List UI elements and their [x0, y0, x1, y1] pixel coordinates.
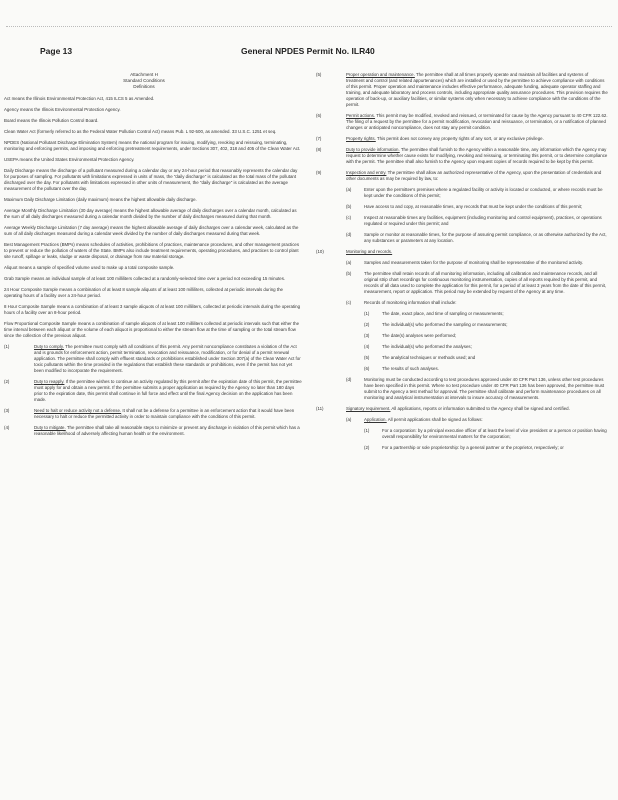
definition-item: Act means the Illinois Environmental Protection Act, 415 ILCS 5 as Amended.: [4, 96, 155, 101]
definition-item: Flow Proportional Composite Sample means a combination of sample aliquots of at least 100 milliliters collected at periodic intervals such that either the time interval between each aliquot or the volume of each aliquot is proportional to either the stream flow at the time of sampling or the total stream flow since the collection of the previous aliquot.: [4, 321, 300, 338]
signatory-subsublist: [316, 428, 608, 451]
inspection-number: (d): [346, 232, 352, 237]
definition-item: Clean Water Act (formerly referred to as the Federal Water Pollution Control Act) means Pub. L 92-500, as amended. 33 U.S.C. 1251 et seq.: [4, 129, 277, 134]
left-title: Need to halt or reduce activity not a defense.: [34, 408, 122, 413]
definitions-list: [4, 96, 302, 339]
monitoring-d-text: Monitoring must be conducted according to test procedures approved under 40 CFR Part 136, unless other test procedures have been specified in this permit. Where no test procedure under 40 CFR Part 136 has been approved, the permittee must submit to the Agency a test method for approval. The permittee shall calibrate and perform maintenance procedures on all monitoring and analytical instrumentation at intervals to insure accuracy of measurements.: [364, 377, 605, 400]
definition-item: Best Management Practices (BMPs) means schedules of activities, prohibitions of practices, maintenance procedures, and other management practices to prevent or reduce the pollution of waters of the State. BMPs also include treatment requirements, operating procedures, and practices to control plant site runoff, spillage or leaks, sludge or waste disposal, or drainage from raw material storage.: [4, 242, 300, 259]
left-condition: [4, 344, 302, 374]
inspection-text: Inspect at reasonable times any facilities, equipment (including monitoring and control equipment), practices, or operations regulated or required under this permit; and: [364, 215, 602, 226]
page-number: Page 13: [40, 46, 73, 56]
definition-item: USEPA means the United States Environmental Protection Agency.: [4, 157, 135, 162]
record-item: [364, 311, 608, 317]
signatory-subsub-text: For a corporation: by a principal executive officer of at least the level of vice president or a person or position having overall responsibility for environmental matters for the corporation;: [382, 428, 607, 439]
left-condition: [4, 408, 302, 420]
scan-edge-line: [6, 26, 612, 27]
record-number: (2): [364, 322, 370, 327]
monitoring-number: (c): [346, 300, 352, 305]
page-title: General NPDES Permit No. ILR40: [241, 46, 375, 56]
monitoring-d-number: (d): [346, 377, 352, 382]
signatory-text: All applications, reports or information submitted to the Agency shall be signed and certified.: [391, 406, 570, 411]
inspection-number: (b): [346, 204, 352, 209]
signatory-subsub-number: (2): [364, 445, 370, 450]
definition-item: 24 Hour Composite Sample means a combination of at least 8 sample aliquots of at least 100 milliliters, collected at periodic intervals during the operating hours of a facility over a 24-hour period.: [4, 287, 283, 298]
inspection-sublist: [316, 187, 608, 244]
right-title: Proper operation and maintenance.: [346, 72, 415, 77]
right-condition: [316, 113, 608, 131]
monitoring-number: (a): [346, 260, 352, 265]
signatory-sub-number: (a): [346, 417, 352, 422]
left-condition: [4, 379, 302, 403]
signatory-number: (11): [316, 406, 324, 411]
monitoring-text: Samples and measurements taken for the purpose of monitoring shall be representative of the monitored activity.: [364, 260, 584, 265]
right-number: (8): [316, 147, 322, 152]
monitoring-item: [346, 260, 608, 266]
record-number: (1): [364, 311, 370, 316]
record-text: The results of such analyses.: [382, 366, 439, 371]
right-number: (9): [316, 170, 322, 175]
right-text: The permittee shall allow an authorized representative of the Agency, upon the presentation of credentials and other documents as may be required by law, to:: [346, 170, 602, 181]
right-text: The permittee shall at all times properly operate and maintain all facilities and systems of treatment and control (and related appurtenances) which are installed or used by the permittee to achieve compliance with conditions of this permit. Proper operation and maintenance includes effective performance, adequate funding, adequate operator staffing and training, and adequate laboratory and process controls, including appropriate quality assurance procedures. This provision requires the operation of back-up, or auxiliary facilities, or similar systems only when necessary to achieve compliance with the conditions of the permit.: [346, 72, 608, 107]
left-text: The permittee must comply with all conditions of this permit. Any permit noncompliance constitutes a violation of the Act and is grounds for enforcement action, permit termination, revocation and reissuance, modification, or for denial of a permit renewal application. The permittee shall comply with effluent standards or prohibitions established under Section 307(a) of the Clean Water Act for toxic pollutants within the time provided in the regulations that establish these standards or prohibitions, even if the permit has not yet been modified to incorporate the requirement.: [34, 344, 301, 373]
definition-item: Average Weekly Discharge Limitation (7 day average) means the highest allowable average of daily discharges over a calendar week, calculated as the sum of all daily discharges measured during a calendar week divided by the number of daily discharges measured during that week.: [4, 225, 299, 236]
right-condition: [316, 170, 608, 182]
monitoring-text: The permittee shall retain records of all monitoring information, including all calibration and maintenance records, and all original strip chart recordings for continuous monitoring instrumentation, copies of all reports required by this permit, and records of all data used to complete the application for this permit, for a period of at least 3 years from the date of this permit, measurement, report or application. This period may be extended by request of the Agency at any time.: [364, 271, 607, 294]
inspection-text: Have access to and copy, at reasonable times, any records that must be kept under the conditions of this permit;: [364, 204, 583, 209]
signatory-title: Signatory requirement.: [346, 406, 391, 411]
right-text: This permit may be modified, revoked and reissued, or terminated for cause by the Agency pursuant to 40 CFR 122.62. The filing of a request by the permittee for a permit modification, revocation and reissuance, or termination, or a notification of planned changes or anticipated noncompliance, does not stay any permit condition.: [346, 113, 608, 130]
inspection-item: [346, 232, 608, 244]
signatory-sub-item: [346, 417, 608, 423]
attachment-definitions: Definitions: [133, 84, 155, 89]
record-text: The date(s) analyses were performed;: [382, 333, 457, 338]
inspection-item: [346, 204, 608, 210]
definition-item: Agency means the Illinois Environmental Protection Agency.: [4, 107, 121, 112]
right-column: [316, 72, 608, 456]
definition-item: Daily Discharge means the discharge of a pollutant measured during a calendar day or any 24-hour period that reasonably represents the calendar day for purposes of sampling. For pollutants with limitations expressed in units of mass, the "daily discharge" is calculated as the total mass of the pollutant discharged over the day. For pollutants with limitations expressed in other units of measurement, the "daily discharge" is calculated as the average measurement of the pollutant over the day.: [4, 168, 298, 191]
record-number: (5): [364, 355, 370, 360]
left-number: (2): [4, 379, 10, 384]
definition-item: Board means the Illinois Pollution Control Board.: [4, 118, 99, 123]
inspection-item: [346, 187, 608, 199]
monitoring-d: [316, 377, 608, 401]
records-sublist: [316, 311, 608, 372]
record-number: (4): [364, 344, 370, 349]
left-text: If the permittee wishes to continue an activity regulated by this permit after the expiration date of this permit, the permittee must apply for and obtain a new permit. If the permittee submits a proper application as required by the Agency no later than 180 days prior to the expiration date, this permit shall continue in full force and effect until the final Agency decision on the application has been made.: [34, 379, 302, 402]
monitoring-item: [346, 300, 608, 306]
right-conditions-list: [316, 72, 608, 182]
right-title: Permit actions.: [346, 113, 376, 118]
attachment-subtitle: Standard Conditions: [123, 78, 165, 83]
left-title: Duty to comply.: [34, 344, 64, 349]
signatory-subsub-text: For a partnership or sole proprietorship: by a general partner or the proprietor, respectively; or: [382, 445, 564, 450]
left-number: (1): [4, 344, 10, 349]
record-item: [364, 333, 608, 339]
left-condition: [4, 425, 302, 437]
inspection-number: (a): [346, 187, 352, 192]
monitoring-text: Records of monitoring information shall include:: [364, 300, 457, 305]
signatory-subsub-number: (1): [364, 428, 370, 433]
right-number: (6): [316, 113, 322, 118]
page-header: [26, 46, 592, 58]
attachment-heading: [64, 72, 224, 90]
right-title: Duty to provide information.: [346, 147, 400, 152]
left-text: It shall not be a defense for a permittee in an enforcement action that it would have been necessary to halt or reduce the permitted activity in order to maintain compliance with the conditions of this permit.: [34, 408, 295, 419]
right-condition: [316, 72, 608, 108]
signatory-sublist: [316, 417, 608, 423]
record-text: The individual(s) who performed the analyses;: [382, 344, 472, 349]
record-text: The individual(s) who performed the sampling or measurements;: [382, 322, 508, 327]
monitoring-condition: [316, 249, 608, 255]
left-number: (4): [4, 425, 10, 430]
inspection-text: Enter upon the permittee's premises where a regulated facility or activity is located or conducted, or where records must be kept under the conditions of this permit;: [364, 187, 603, 198]
record-number: (6): [364, 366, 370, 371]
signatory-sub-text: All permit applications shall be signed as follows:: [387, 417, 483, 422]
left-conditions-list: [4, 344, 302, 437]
record-item: [364, 344, 608, 350]
left-title: Duty to reapply.: [34, 379, 65, 384]
inspection-item: [346, 215, 608, 227]
inspection-text: Sample or monitor at reasonable times, for the purpose of assuring permit compliance, or as otherwise authorized by the Act, any substances or parameters at any location.: [364, 232, 607, 243]
left-text: The permittee shall take all reasonable steps to minimize or prevent any discharge in violation of this permit which has a reasonable likelihood of adversely affecting human health or the environment.: [34, 425, 300, 436]
monitoring-d-item: [346, 377, 608, 401]
right-number: (7): [316, 136, 322, 141]
signatory-sub-title: Application.: [364, 417, 387, 422]
record-item: [364, 322, 608, 328]
right-number: (5): [316, 72, 322, 77]
attachment-label: Attachment H: [130, 72, 158, 77]
monitoring-number: (b): [346, 271, 352, 276]
definition-item: Maximum Daily Discharge Limitation (daily maximum) means the highest allowable daily discharge.: [4, 197, 197, 202]
record-text: The date, exact place, and time of sampling or measurements;: [382, 311, 504, 316]
monitoring-item: [346, 271, 608, 295]
right-condition: [316, 147, 608, 165]
signatory-subsub-item: [364, 428, 608, 440]
record-text: The analytical techniques or methods used; and: [382, 355, 476, 360]
left-title: Duty to mitigate.: [34, 425, 66, 430]
inspection-number: (c): [346, 215, 352, 220]
monitoring-title: Monitoring and records.: [346, 249, 393, 254]
definition-item: 8 Hour Composite Sample means a combination of at least 3 sample aliquots of at least 100 milliliters, collected at periodic intervals during the operating hours of a facility over an 8-hour period.: [4, 304, 301, 315]
definition-item: NPDES (National Pollutant Discharge Elimination System) means the national program for issuing, modifying, revoking and reissuing, terminating, monitoring and enforcing permits, and imposing and enforcing pretreatment requirements, under Sections 307, 402, 318 and 405 of the Clean Water Act.: [4, 140, 301, 151]
record-item: [364, 366, 608, 372]
right-title: Property rights.: [346, 136, 376, 141]
right-title: Inspection and entry.: [346, 170, 387, 175]
monitoring-number: (10): [316, 249, 324, 254]
record-number: (3): [364, 333, 370, 338]
signatory-subsub-item: [364, 445, 608, 451]
right-condition: [316, 136, 608, 142]
signatory-condition: [316, 406, 608, 412]
left-number: (3): [4, 408, 10, 413]
left-column: [4, 72, 302, 442]
record-item: [364, 355, 608, 361]
definition-item: Aliquot means a sample of specified volume used to make up a total composite sample.: [4, 265, 175, 270]
definition-item: Average Monthly Discharge Limitation (30 day average) means the highest allowable average of daily discharges over a calendar month, calculated as the sum of all daily discharges measured during a calendar month divided by the number of daily discharges measured during that month.: [4, 208, 297, 219]
monitoring-sublist: [316, 260, 608, 306]
right-text: The permittee shall furnish to the Agency within a reasonable time, any information which the Agency may request to determine whether cause exists for modifying, revoking and reissuing, or terminating this permit, or to determine compliance with the permit. The permittee shall also furnish to the Agency upon request copies of records required to be kept by this permit.: [346, 147, 608, 164]
right-text: This permit does not convey any property rights of any sort, or any exclusive privilege.: [376, 136, 544, 141]
definition-item: Grab Sample means an individual sample of at least 100 milliliters collected at a randomly-selected time over a period not exceeding 15 minutes.: [4, 276, 286, 281]
